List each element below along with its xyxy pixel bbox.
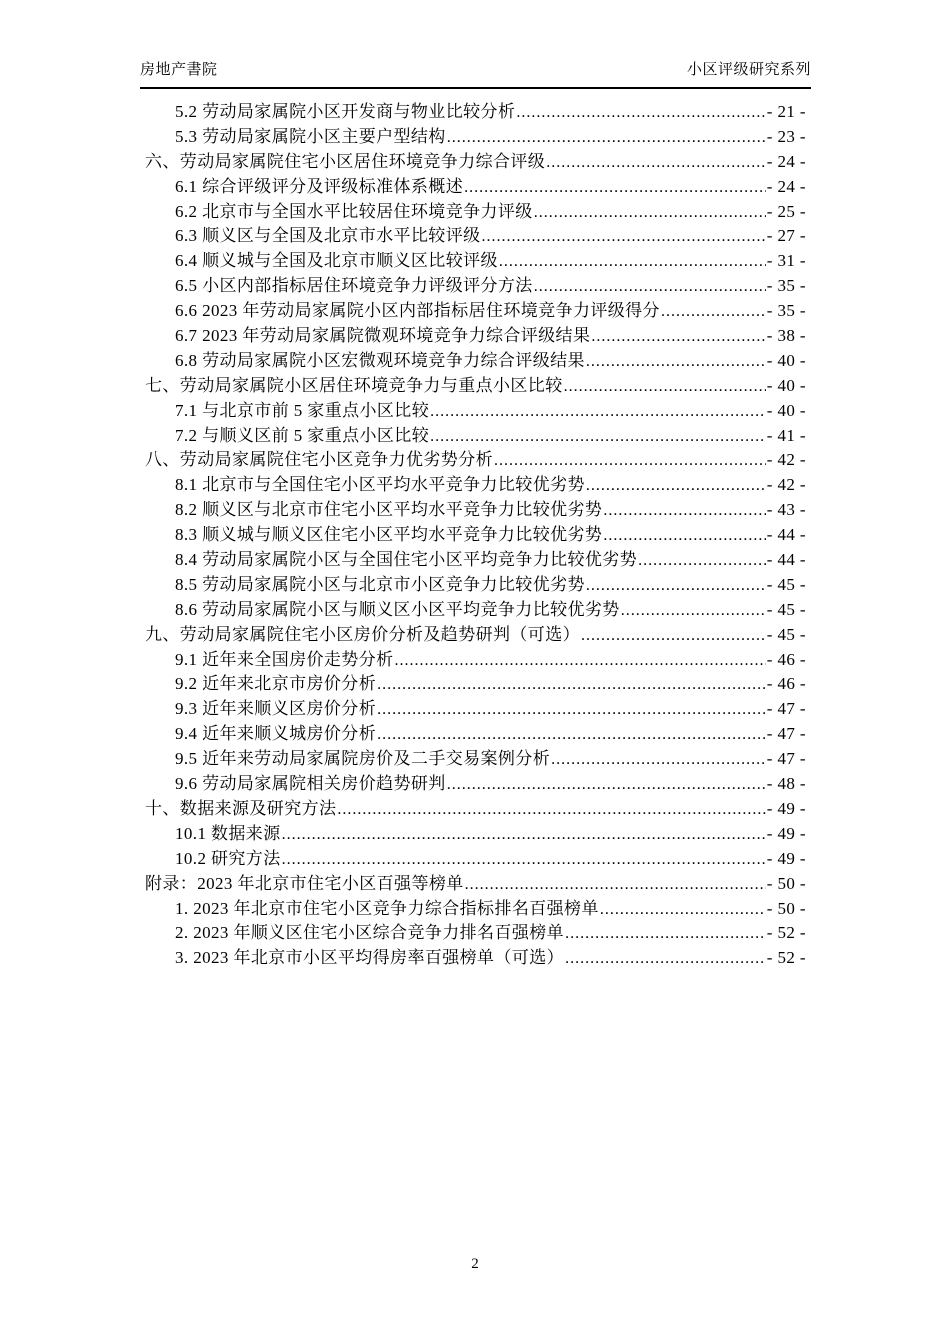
toc-entry[interactable] xyxy=(145,498,806,523)
dot-leader xyxy=(282,847,766,873)
toc-entry[interactable] xyxy=(145,747,806,772)
toc-entry-label: 6.6 2023 年劳动局家属院小区内部指标居住环境竞争力评级得分 xyxy=(175,301,660,321)
dot-leader xyxy=(482,224,766,250)
toc-entry-page: - 49 - xyxy=(766,823,806,843)
dot-leader xyxy=(591,324,765,350)
toc-entry-label: 7.1 与北京市前 5 家重点小区比较 xyxy=(175,400,430,420)
toc-entry-label: 9.1 近年来全国房价走势分析 xyxy=(175,649,394,669)
dot-leader xyxy=(337,797,765,823)
toc-entry[interactable] xyxy=(145,672,806,697)
dot-leader xyxy=(586,473,766,499)
toc-entry-label: 8.5 劳动局家属院小区与北京市小区竞争力比较优劣势 xyxy=(175,574,585,594)
dot-leader xyxy=(565,921,766,947)
toc-entry-page: - 49 - xyxy=(766,798,806,818)
toc-entry-label: 7.2 与顺义区前 5 家重点小区比较 xyxy=(175,425,430,445)
toc-entry-label: 5.3 劳动局家属院小区主要户型结构 xyxy=(175,126,446,146)
toc-entry-label: 十、数据来源及研究方法 xyxy=(145,798,337,818)
toc-entry-page: - 45 - xyxy=(766,574,806,594)
toc-entry[interactable] xyxy=(145,921,806,946)
toc-entry-page: - 43 - xyxy=(766,500,806,520)
dot-leader xyxy=(377,697,766,723)
toc-entry[interactable] xyxy=(145,399,806,424)
dot-leader xyxy=(447,125,766,151)
toc-entry[interactable] xyxy=(145,598,806,623)
toc-entry-label: 七、劳动局家属院小区居住环境竞争力与重点小区比较 xyxy=(145,375,563,395)
toc-entry-page: - 45 - xyxy=(766,599,806,619)
toc-entry-label: 3. 2023 年北京市小区平均得房率百强榜单（可选） xyxy=(175,948,565,968)
toc-entry-label: 2. 2023 年顺义区住宅小区综合竞争力排名百强榜单 xyxy=(175,923,565,943)
dot-leader xyxy=(546,150,766,176)
toc-entry-page: - 24 - xyxy=(766,151,806,171)
toc-entry[interactable] xyxy=(145,697,806,722)
toc-entry[interactable] xyxy=(145,324,806,349)
dot-leader xyxy=(534,274,766,300)
toc-entry-page: - 35 - xyxy=(766,276,806,296)
toc-entry[interactable] xyxy=(145,299,806,324)
toc-entry-page: - 45 - xyxy=(766,624,806,644)
toc-entry-page: - 24 - xyxy=(766,176,806,196)
toc-entry-label: 8.6 劳动局家属院小区与顺义区小区平均竞争力比较优劣势 xyxy=(175,599,620,619)
header-right-series: 小区评级研究系列 xyxy=(686,62,811,78)
toc-entry-label: 8.4 劳动局家属院小区与全国住宅小区平均竞争力比较优劣势 xyxy=(175,550,638,570)
toc-entry-label: 8.1 北京市与全国住宅小区平均水平竞争力比较优劣势 xyxy=(175,475,585,495)
toc-entry-page: - 50 - xyxy=(766,898,806,918)
toc-entry[interactable] xyxy=(145,249,806,274)
toc-entry-label: 6.7 2023 年劳动局家属院微观环境竞争力综合评级结果 xyxy=(175,326,591,346)
toc-entry[interactable] xyxy=(145,448,806,473)
toc-entry-label: 5.2 劳动局家属院小区开发商与物业比较分析 xyxy=(175,102,516,121)
toc-entry-page: - 49 - xyxy=(766,848,806,868)
dot-leader xyxy=(516,100,765,126)
toc-entry-page: - 47 - xyxy=(766,749,806,769)
toc-entry-page: - 40 - xyxy=(766,400,806,420)
dot-leader xyxy=(377,672,766,698)
dot-leader xyxy=(551,747,766,773)
toc-entry[interactable] xyxy=(145,797,806,822)
dot-leader xyxy=(494,448,766,474)
toc-entry[interactable] xyxy=(145,623,806,648)
toc-entry-page: - 46 - xyxy=(766,649,806,669)
dot-leader xyxy=(465,872,766,898)
toc-entry-page: - 40 - xyxy=(766,375,806,395)
toc-entry[interactable] xyxy=(145,175,806,200)
toc-entry-page: - 42 - xyxy=(766,450,806,470)
dot-leader xyxy=(621,598,766,624)
dot-leader xyxy=(447,772,766,798)
toc-entry[interactable] xyxy=(145,822,806,847)
toc-entry-page: - 40 - xyxy=(766,350,806,370)
dot-leader xyxy=(581,623,766,649)
toc-entry[interactable] xyxy=(145,200,806,225)
toc-entry[interactable] xyxy=(145,473,806,498)
toc-entry-label: 9.6 劳动局家属院相关房价趋势研判 xyxy=(175,774,446,794)
toc-entry-label: 6.4 顺义城与全国及北京市顺义区比较评级 xyxy=(175,251,498,271)
dot-leader xyxy=(586,573,766,599)
toc-entry-label: 八、劳动局家属院住宅小区竞争力优劣势分析 xyxy=(145,450,493,470)
toc-entry-page: - 31 - xyxy=(766,251,806,271)
toc-entry-label: 6.5 小区内部指标居住环境竞争力评级评分方法 xyxy=(175,276,533,296)
table-of-contents xyxy=(145,100,806,971)
toc-entry[interactable] xyxy=(145,573,806,598)
toc-entry-page: - 48 - xyxy=(766,774,806,794)
toc-entry[interactable] xyxy=(145,424,806,449)
toc-entry[interactable] xyxy=(145,722,806,747)
toc-entry[interactable] xyxy=(145,274,806,299)
toc-entry[interactable] xyxy=(145,150,806,175)
dot-leader xyxy=(534,200,766,226)
dot-leader xyxy=(586,349,766,375)
dot-leader xyxy=(464,175,766,201)
page-footer xyxy=(0,1256,950,1273)
toc-entry[interactable] xyxy=(145,100,806,125)
dot-leader xyxy=(638,548,766,574)
toc-entry[interactable] xyxy=(145,847,806,872)
dot-leader xyxy=(499,249,766,275)
toc-entry-label: 6.1 综合评级评分及评级标准体系概述 xyxy=(175,176,464,196)
toc-entry-label: 9.2 近年来北京市房价分析 xyxy=(175,674,377,694)
toc-entry-label: 六、劳动局家属院住宅小区居住环境竞争力综合评级 xyxy=(145,151,546,171)
dot-leader xyxy=(564,374,766,400)
toc-entry-label: 九、劳动局家属院住宅小区房价分析及趋势研判（可选） xyxy=(145,624,580,644)
header-left-title: 房地产書院 xyxy=(140,62,218,78)
toc-entry-page: - 21 - xyxy=(766,102,806,121)
dot-leader xyxy=(395,648,766,674)
toc-entry-page: - 23 - xyxy=(766,126,806,146)
toc-entry-page: - 25 - xyxy=(766,201,806,221)
toc-entry-page: - 47 - xyxy=(766,724,806,744)
toc-entry-label: 10.1 数据来源 xyxy=(175,823,281,843)
toc-entry[interactable] xyxy=(145,349,806,374)
dot-leader xyxy=(377,722,766,748)
toc-entry-page: - 44 - xyxy=(766,525,806,545)
page-header xyxy=(140,61,811,89)
dot-leader xyxy=(430,399,766,425)
toc-entry-label: 9.4 近年来顺义城房价分析 xyxy=(175,724,377,744)
toc-entry-page: - 47 - xyxy=(766,699,806,719)
toc-entry[interactable] xyxy=(145,374,806,399)
dot-leader xyxy=(565,946,766,972)
toc-entry-label: 6.2 北京市与全国水平比较居住环境竞争力评级 xyxy=(175,201,533,221)
toc-entry-label: 附录：2023 年北京市住宅小区百强等榜单 xyxy=(145,873,464,893)
toc-entry-label: 1. 2023 年北京市住宅小区竞争力综合指标排名百强榜单 xyxy=(175,898,599,918)
toc-entry[interactable] xyxy=(145,523,806,548)
toc-entry-page: - 42 - xyxy=(766,475,806,495)
page-number: 2 xyxy=(471,1256,479,1272)
toc-entry-page: - 41 - xyxy=(766,425,806,445)
toc-entry-label: 6.3 顺义区与全国及北京市水平比较评级 xyxy=(175,226,481,246)
dot-leader xyxy=(661,299,766,325)
toc-entry-label: 6.8 劳动局家属院小区宏微观环境竞争力综合评级结果 xyxy=(175,350,585,370)
dot-leader xyxy=(430,424,766,450)
dot-leader xyxy=(603,523,765,549)
toc-entry[interactable] xyxy=(145,897,806,922)
toc-entry-page: - 50 - xyxy=(766,873,806,893)
toc-entry[interactable] xyxy=(145,872,806,897)
toc-entry-page: - 46 - xyxy=(766,674,806,694)
toc-entry[interactable] xyxy=(145,548,806,573)
toc-entry-label: 9.5 近年来劳动局家属院房价及二手交易案例分析 xyxy=(175,749,551,769)
toc-entry-page: - 38 - xyxy=(766,326,806,346)
toc-entry-label: 9.3 近年来顺义区房价分析 xyxy=(175,699,377,719)
toc-entry-page: - 52 - xyxy=(766,948,806,968)
toc-entry-label: 8.3 顺义城与顺义区住宅小区平均水平竞争力比较优劣势 xyxy=(175,525,603,545)
dot-leader xyxy=(603,498,765,524)
toc-entry-page: - 52 - xyxy=(766,923,806,943)
toc-entry[interactable] xyxy=(145,772,806,797)
toc-entry[interactable] xyxy=(145,125,806,150)
toc-entry[interactable] xyxy=(145,648,806,673)
toc-entry-page: - 35 - xyxy=(766,301,806,321)
toc-entry[interactable] xyxy=(145,224,806,249)
toc-entry[interactable] xyxy=(145,946,806,971)
dot-leader xyxy=(600,897,766,923)
toc-entry-page: - 44 - xyxy=(766,550,806,570)
toc-entry-page: - 27 - xyxy=(766,226,806,246)
toc-entry-label: 10.2 研究方法 xyxy=(175,848,281,868)
toc-entry-label: 8.2 顺义区与北京市住宅小区平均水平竞争力比较优劣势 xyxy=(175,500,603,520)
dot-leader xyxy=(282,822,766,848)
